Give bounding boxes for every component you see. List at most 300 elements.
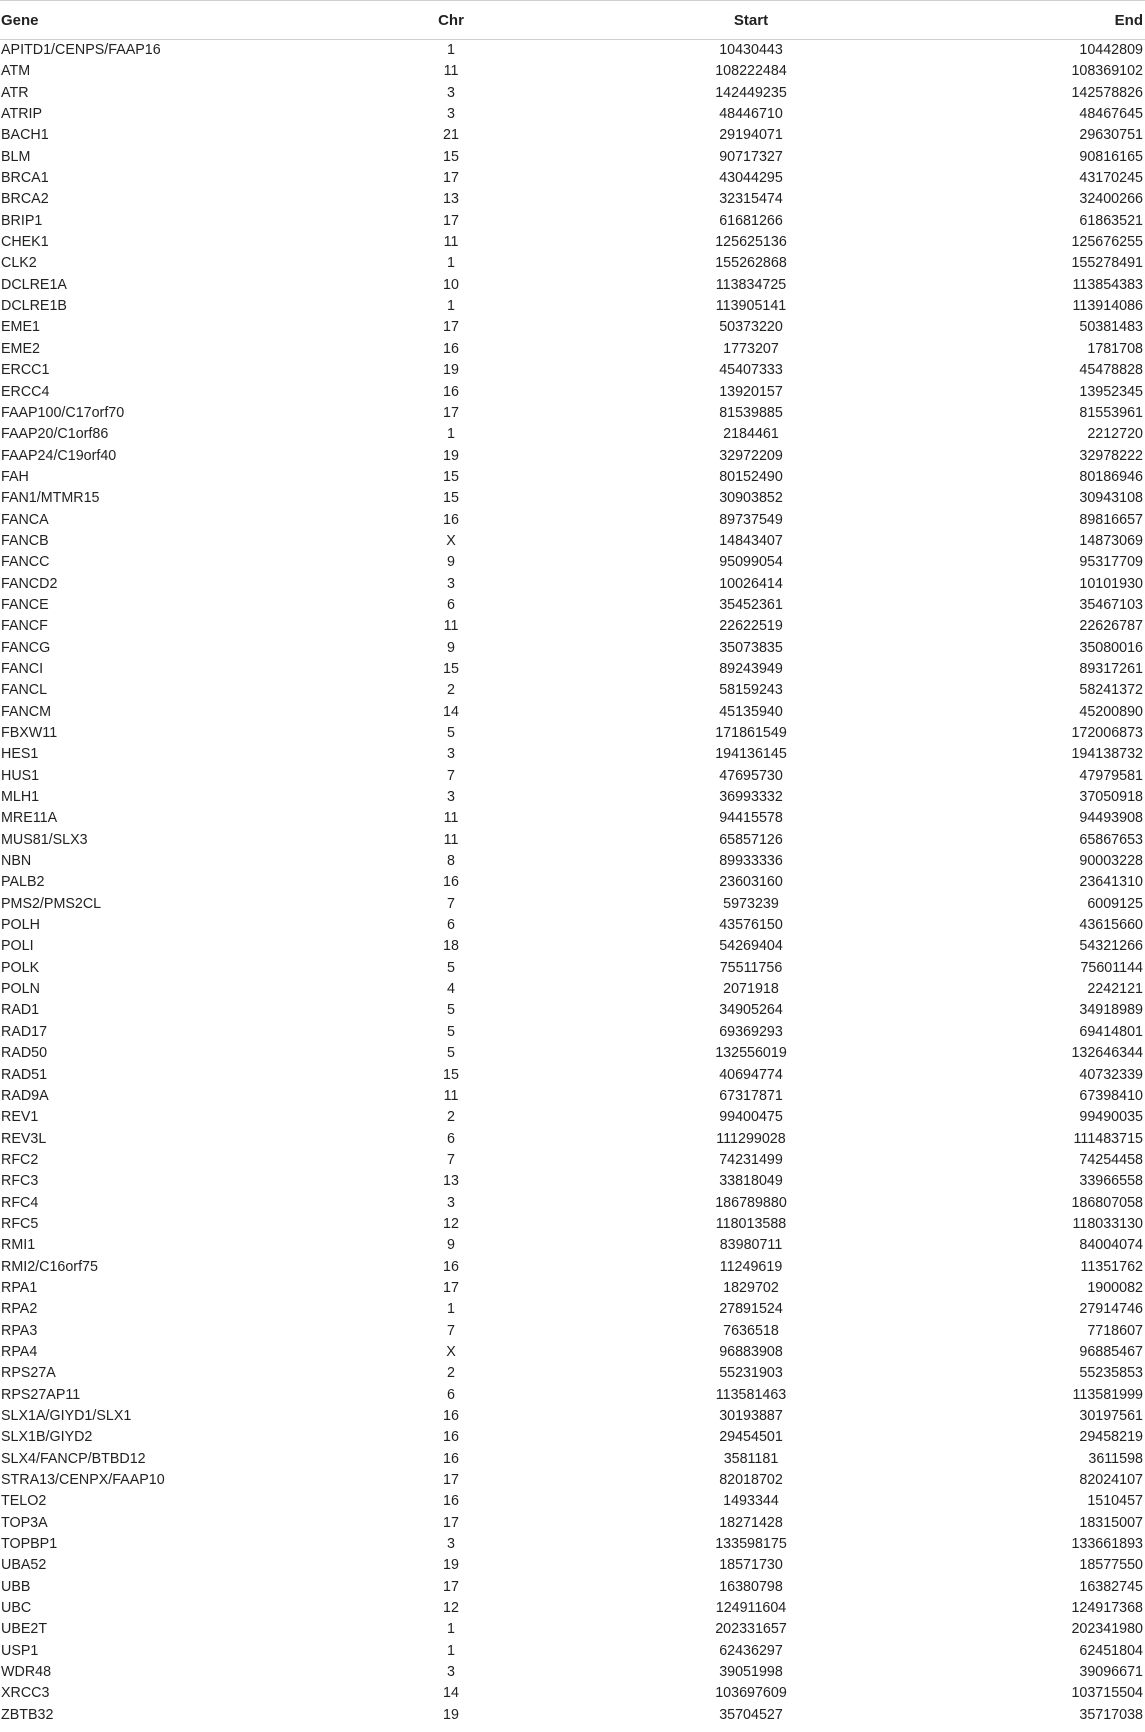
cell-end: 155278491 xyxy=(1071,255,1143,272)
table-row xyxy=(0,851,1145,872)
cell-gene: FANCB xyxy=(1,532,49,549)
cell-start: 171861549 xyxy=(715,725,787,741)
table-row xyxy=(0,723,1145,744)
cell-start: 96883908 xyxy=(719,1343,783,1360)
cell-gene: RMI2/C16orf75 xyxy=(1,1258,98,1275)
cell-start: 103697609 xyxy=(715,1685,787,1702)
cell-start: 89933336 xyxy=(719,853,783,870)
cell-chr: 11 xyxy=(443,831,459,848)
table-row xyxy=(0,766,1145,787)
column-header-end: End xyxy=(901,1,1145,40)
cell-gene: BLM xyxy=(1,148,31,165)
cell-chr: 16 xyxy=(443,511,459,528)
cell-chr: 14 xyxy=(443,703,459,720)
cell-start: 34905264 xyxy=(719,1002,783,1019)
cell-gene: WDR48 xyxy=(1,1664,52,1681)
cell-chr: 17 xyxy=(443,319,459,336)
cell-end: 39096671 xyxy=(1079,1664,1143,1681)
cell-chr: 16 xyxy=(443,340,459,357)
cell-start: 43044295 xyxy=(719,170,783,187)
cell-chr: 3 xyxy=(447,1664,455,1681)
cell-gene: RPA3 xyxy=(1,1322,38,1339)
cell-end: 47979581 xyxy=(1079,767,1143,784)
cell-gene: CHEK1 xyxy=(1,234,49,251)
cell-start: 33818049 xyxy=(719,1173,783,1190)
cell-start: 83980711 xyxy=(719,1237,783,1254)
table-row xyxy=(0,787,1145,808)
cell-chr: 2 xyxy=(447,1365,455,1382)
cell-chr: 17 xyxy=(443,170,459,187)
cell-end: 35080016 xyxy=(1079,639,1143,656)
cell-end: 11351762 xyxy=(1080,1258,1143,1275)
cell-start: 69369293 xyxy=(719,1023,783,1040)
table-row xyxy=(0,1385,1145,1406)
cell-gene: PMS2/PMS2CL xyxy=(1,895,102,912)
cell-gene: BACH1 xyxy=(1,127,49,144)
table-row xyxy=(0,1406,1145,1427)
cell-gene: UBB xyxy=(1,1578,31,1595)
cell-start: 133598175 xyxy=(715,1536,787,1553)
cell-chr: 16 xyxy=(443,1493,459,1510)
table-row xyxy=(0,1086,1145,1107)
cell-gene: BRCA2 xyxy=(1,191,49,208)
table-row xyxy=(0,1534,1145,1555)
cell-start: 35704527 xyxy=(719,1706,783,1723)
cell-end: 108369102 xyxy=(1071,63,1143,80)
cell-chr: 6 xyxy=(447,1130,455,1147)
cell-gene: FANCE xyxy=(1,596,49,613)
table-row xyxy=(0,1150,1145,1171)
cell-chr: 1 xyxy=(447,42,455,58)
table-row xyxy=(0,1449,1145,1470)
cell-start: 132556019 xyxy=(715,1045,787,1062)
cell-gene: RAD1 xyxy=(1,1002,40,1019)
cell-start: 7636518 xyxy=(723,1322,779,1339)
table-row xyxy=(0,1129,1145,1150)
cell-gene: BRCA1 xyxy=(1,170,49,187)
cell-gene: XRCC3 xyxy=(1,1685,50,1702)
table-body xyxy=(0,40,1145,1727)
cell-chr: 5 xyxy=(447,725,455,741)
cell-end: 54321266 xyxy=(1079,938,1143,955)
cell-start: 194136145 xyxy=(715,746,787,763)
cell-start: 29194071 xyxy=(719,127,783,144)
cell-end: 34918989 xyxy=(1079,1002,1143,1019)
cell-end: 96885467 xyxy=(1079,1343,1143,1360)
cell-gene: FBXW11 xyxy=(1,725,58,741)
cell-end: 3611598 xyxy=(1088,1450,1143,1467)
cell-chr: 3 xyxy=(447,106,455,123)
cell-chr: 15 xyxy=(443,468,459,485)
table-row xyxy=(0,125,1145,146)
cell-start: 113581463 xyxy=(715,1386,787,1403)
cell-chr: 17 xyxy=(443,1578,459,1595)
cell-gene: ERCC1 xyxy=(1,362,50,379)
cell-gene: FANCA xyxy=(1,511,49,528)
cell-chr: 14 xyxy=(443,1685,459,1702)
table-row xyxy=(0,1000,1145,1021)
table-row xyxy=(0,1427,1145,1448)
cell-chr: 2 xyxy=(447,682,455,699)
cell-gene: FANCD2 xyxy=(1,575,58,592)
cell-chr: 9 xyxy=(447,1237,455,1254)
table-row xyxy=(0,360,1145,381)
table-row xyxy=(0,232,1145,253)
column-header-start: Start xyxy=(601,1,901,40)
cell-chr: 12 xyxy=(443,1215,459,1232)
table-row xyxy=(0,1107,1145,1128)
cell-gene: FANCC xyxy=(1,554,50,571)
cell-end: 113581999 xyxy=(1072,1386,1143,1403)
cell-gene: RFC4 xyxy=(1,1194,39,1211)
cell-gene: PALB2 xyxy=(1,874,45,891)
cell-start: 47695730 xyxy=(719,767,783,784)
table-row xyxy=(0,253,1145,274)
table-row xyxy=(0,595,1145,616)
cell-start: 13920157 xyxy=(719,383,783,400)
cell-start: 1493344 xyxy=(723,1493,779,1510)
table-row xyxy=(0,1214,1145,1235)
cell-start: 1829702 xyxy=(723,1279,779,1296)
cell-end: 67398410 xyxy=(1079,1087,1143,1104)
table-row xyxy=(0,552,1145,573)
cell-chr: 7 xyxy=(447,1151,455,1168)
cell-chr: 3 xyxy=(447,575,455,592)
cell-chr: 1 xyxy=(447,255,455,272)
cell-start: 5973239 xyxy=(723,895,779,912)
table-row xyxy=(0,638,1145,659)
cell-end: 103715504 xyxy=(1071,1685,1143,1702)
cell-chr: 5 xyxy=(447,1002,455,1019)
cell-gene: APITD1/CENPS/FAAP16 xyxy=(1,42,161,58)
cell-chr: 18 xyxy=(443,938,459,955)
cell-start: 16380798 xyxy=(719,1578,783,1595)
cell-gene: RAD9A xyxy=(1,1087,49,1104)
cell-start: 82018702 xyxy=(719,1472,783,1489)
cell-start: 10026414 xyxy=(719,575,783,592)
table-row xyxy=(0,189,1145,210)
cell-gene: SLX4/FANCP/BTBD12 xyxy=(1,1450,146,1467)
cell-end: 1781708 xyxy=(1087,340,1143,357)
table-row xyxy=(0,1363,1145,1384)
cell-start: 10430443 xyxy=(719,42,783,58)
table-row xyxy=(0,339,1145,360)
cell-gene: TOPBP1 xyxy=(1,1536,58,1553)
cell-chr: 3 xyxy=(447,1536,455,1553)
cell-chr: X xyxy=(446,532,456,549)
cell-end: 142578826 xyxy=(1071,84,1143,101)
cell-start: 23603160 xyxy=(719,874,783,891)
cell-end: 186807058 xyxy=(1071,1194,1143,1211)
cell-chr: 7 xyxy=(447,1322,455,1339)
cell-gene: ZBTB32 xyxy=(1,1706,54,1723)
cell-end: 111483715 xyxy=(1073,1130,1143,1147)
cell-chr: 1 xyxy=(447,1301,455,1318)
cell-end: 75601144 xyxy=(1080,959,1143,976)
cell-chr: 17 xyxy=(443,1472,459,1489)
cell-gene: REV1 xyxy=(1,1109,39,1126)
table-row xyxy=(0,659,1145,680)
cell-gene: CLK2 xyxy=(1,255,37,272)
cell-chr: 11 xyxy=(443,618,459,635)
table-row xyxy=(0,147,1145,168)
cell-chr: 11 xyxy=(443,1087,459,1104)
cell-gene: MUS81/SLX3 xyxy=(1,831,88,848)
cell-start: 89737549 xyxy=(719,511,783,528)
cell-start: 40694774 xyxy=(719,1066,783,1083)
cell-gene: RPA1 xyxy=(1,1279,38,1296)
cell-chr: 15 xyxy=(443,660,459,677)
cell-start: 80152490 xyxy=(719,468,783,485)
table-row xyxy=(0,1022,1145,1043)
cell-gene: RAD17 xyxy=(1,1023,48,1040)
table-row xyxy=(0,403,1145,424)
cell-end: 133661893 xyxy=(1071,1536,1143,1553)
cell-gene: DCLRE1A xyxy=(1,276,67,293)
cell-end: 1900082 xyxy=(1087,1279,1143,1296)
cell-chr: 13 xyxy=(443,191,459,208)
cell-start: 61681266 xyxy=(719,212,783,229)
cell-gene: POLK xyxy=(1,959,40,976)
cell-end: 69414801 xyxy=(1079,1023,1143,1040)
cell-end: 58241372 xyxy=(1079,682,1143,699)
cell-end: 74254458 xyxy=(1079,1151,1143,1168)
cell-gene: USP1 xyxy=(1,1642,39,1659)
cell-gene: EME2 xyxy=(1,340,40,357)
table-row xyxy=(0,1299,1145,1320)
cell-end: 29630751 xyxy=(1079,127,1143,144)
column-header-gene: Gene xyxy=(0,1,301,40)
cell-chr: 21 xyxy=(443,127,459,144)
cell-chr: 3 xyxy=(447,1194,455,1211)
cell-gene: FANCL xyxy=(1,682,48,699)
cell-chr: 12 xyxy=(443,1600,459,1617)
cell-end: 1510457 xyxy=(1087,1493,1143,1510)
cell-start: 18271428 xyxy=(719,1514,783,1531)
cell-end: 33966558 xyxy=(1079,1173,1143,1190)
table-row xyxy=(0,1043,1145,1064)
cell-chr: 15 xyxy=(443,490,459,507)
cell-gene: UBA52 xyxy=(1,1557,47,1574)
table-row xyxy=(0,424,1145,445)
cell-chr: 3 xyxy=(447,789,455,806)
cell-end: 82024107 xyxy=(1079,1472,1143,1489)
cell-chr: 7 xyxy=(447,895,455,912)
cell-gene: FANCF xyxy=(1,618,48,635)
cell-end: 43615660 xyxy=(1079,917,1143,934)
cell-end: 132646344 xyxy=(1071,1045,1143,1062)
table-row xyxy=(0,1491,1145,1512)
cell-gene: DCLRE1B xyxy=(1,298,67,315)
cell-gene: NBN xyxy=(1,853,32,870)
cell-chr: 15 xyxy=(443,148,459,165)
cell-end: 84004074 xyxy=(1079,1237,1143,1254)
cell-end: 10101930 xyxy=(1079,575,1143,592)
cell-end: 2242121 xyxy=(1087,981,1143,998)
table-row xyxy=(0,467,1145,488)
column-header-chr: Chr xyxy=(301,1,601,40)
cell-end: 35467103 xyxy=(1079,596,1143,613)
table-row xyxy=(0,936,1145,957)
cell-end: 65867653 xyxy=(1079,831,1143,848)
table-row xyxy=(0,574,1145,595)
table-row xyxy=(0,872,1145,893)
cell-end: 90003228 xyxy=(1079,853,1143,870)
cell-gene: RPA4 xyxy=(1,1343,38,1360)
cell-end: 113854383 xyxy=(1072,276,1143,293)
cell-chr: 1 xyxy=(447,426,455,443)
cell-start: 32972209 xyxy=(719,447,783,464)
cell-start: 186789880 xyxy=(715,1194,787,1211)
table-row xyxy=(0,168,1145,189)
cell-start: 113905141 xyxy=(715,298,787,315)
cell-start: 43576150 xyxy=(719,917,783,934)
table-row xyxy=(0,1342,1145,1363)
cell-chr: 17 xyxy=(443,1514,459,1531)
cell-end: 30943108 xyxy=(1079,490,1143,507)
cell-end: 18577550 xyxy=(1079,1557,1143,1574)
cell-gene: ATR xyxy=(1,84,29,101)
cell-chr: 3 xyxy=(447,746,455,763)
cell-start: 62436297 xyxy=(719,1642,783,1659)
cell-gene: POLH xyxy=(1,917,40,934)
cell-gene: RPS27AP11 xyxy=(1,1386,81,1403)
cell-start: 90717327 xyxy=(719,148,783,165)
table-row xyxy=(0,1193,1145,1214)
cell-gene: ATRIP xyxy=(1,106,43,123)
cell-start: 118013588 xyxy=(715,1215,787,1232)
table-row xyxy=(0,979,1145,1000)
table-row xyxy=(0,1513,1145,1534)
cell-start: 35073835 xyxy=(719,639,783,656)
cell-end: 61863521 xyxy=(1079,212,1143,229)
cell-chr: 16 xyxy=(443,1450,459,1467)
cell-end: 81553961 xyxy=(1079,404,1143,421)
cell-start: 55231903 xyxy=(719,1365,783,1382)
cell-gene: RFC5 xyxy=(1,1215,39,1232)
table-row xyxy=(0,211,1145,232)
cell-start: 94415578 xyxy=(719,810,783,827)
cell-start: 50373220 xyxy=(719,319,783,336)
table-row xyxy=(0,1065,1145,1086)
cell-chr: 11 xyxy=(443,810,459,827)
cell-end: 194138732 xyxy=(1071,746,1143,763)
cell-end: 10442809 xyxy=(1079,42,1143,58)
table-row xyxy=(0,61,1145,82)
table-row xyxy=(0,488,1145,509)
table-header-row xyxy=(0,1,1145,40)
cell-chr: 17 xyxy=(443,212,459,229)
cell-end: 55235853 xyxy=(1079,1365,1143,1382)
cell-gene: REV3L xyxy=(1,1130,47,1147)
cell-chr: 17 xyxy=(443,1279,459,1296)
cell-end: 89816657 xyxy=(1079,511,1143,528)
table-row xyxy=(0,1683,1145,1704)
cell-start: 14843407 xyxy=(719,532,783,549)
cell-end: 172006873 xyxy=(1071,725,1143,741)
cell-chr: 19 xyxy=(443,362,459,379)
cell-start: 113834725 xyxy=(715,276,787,293)
table-row xyxy=(0,1278,1145,1299)
cell-gene: SLX1A/GIYD1/SLX1 xyxy=(1,1408,132,1424)
cell-chr: 1 xyxy=(447,1621,455,1638)
table-row xyxy=(0,915,1145,936)
cell-end: 124917368 xyxy=(1071,1600,1143,1617)
cell-gene: ERCC4 xyxy=(1,383,50,400)
cell-gene: RMI1 xyxy=(1,1237,36,1254)
cell-start: 58159243 xyxy=(719,682,783,699)
table-row xyxy=(0,616,1145,637)
cell-chr: 16 xyxy=(443,874,459,891)
cell-start: 108222484 xyxy=(715,63,787,80)
cell-end: 48467645 xyxy=(1079,106,1143,123)
cell-start: 45135940 xyxy=(719,703,783,720)
cell-gene: BRIP1 xyxy=(1,212,43,229)
table-row xyxy=(0,1321,1145,1342)
cell-end: 32400266 xyxy=(1079,191,1143,208)
table-row xyxy=(0,702,1145,723)
cell-end: 30197561 xyxy=(1079,1408,1143,1424)
cell-end: 45478828 xyxy=(1079,362,1143,379)
cell-chr: 19 xyxy=(443,1706,459,1723)
cell-gene: RPA2 xyxy=(1,1301,38,1318)
cell-chr: 9 xyxy=(447,554,455,571)
cell-start: 48446710 xyxy=(719,106,783,123)
cell-chr: X xyxy=(446,1343,456,1360)
cell-end: 95317709 xyxy=(1079,554,1143,571)
table-row xyxy=(0,830,1145,851)
cell-chr: 11 xyxy=(443,63,459,80)
cell-gene: RAD50 xyxy=(1,1045,48,1062)
cell-gene: STRA13/CENPX/FAAP10 xyxy=(1,1472,165,1489)
cell-chr: 15 xyxy=(443,1066,459,1083)
cell-end: 113914086 xyxy=(1072,298,1143,315)
cell-end: 22626787 xyxy=(1079,618,1143,635)
cell-gene: FANCM xyxy=(1,703,52,720)
cell-chr: 19 xyxy=(443,1557,459,1574)
table-row xyxy=(0,1577,1145,1598)
cell-start: 89243949 xyxy=(719,660,783,677)
table-row xyxy=(0,1171,1145,1192)
cell-end: 43170245 xyxy=(1079,170,1143,187)
cell-end: 94493908 xyxy=(1079,810,1143,827)
cell-gene: RFC3 xyxy=(1,1173,39,1190)
cell-chr: 1 xyxy=(447,298,455,315)
cell-chr: 6 xyxy=(447,1386,455,1403)
cell-end: 23641310 xyxy=(1079,874,1143,891)
table-row xyxy=(0,531,1145,552)
cell-gene: POLI xyxy=(1,938,34,955)
cell-gene: MRE11A xyxy=(1,810,58,827)
cell-gene: POLN xyxy=(1,981,40,998)
cell-end: 2212720 xyxy=(1087,426,1143,443)
cell-chr: 17 xyxy=(443,404,459,421)
cell-start: 125625136 xyxy=(715,234,787,251)
cell-gene: TOP3A xyxy=(1,1514,48,1531)
cell-start: 74231499 xyxy=(719,1151,783,1168)
cell-start: 95099054 xyxy=(719,554,783,571)
cell-chr: 16 xyxy=(443,1258,459,1275)
table-row xyxy=(0,382,1145,403)
table-row xyxy=(0,104,1145,125)
cell-chr: 10 xyxy=(443,276,459,293)
cell-chr: 6 xyxy=(447,596,455,613)
cell-gene: FAH xyxy=(1,468,29,485)
table-row xyxy=(0,446,1145,467)
cell-start: 30903852 xyxy=(719,490,783,507)
cell-chr: 4 xyxy=(447,981,455,998)
cell-end: 32978222 xyxy=(1079,447,1143,464)
